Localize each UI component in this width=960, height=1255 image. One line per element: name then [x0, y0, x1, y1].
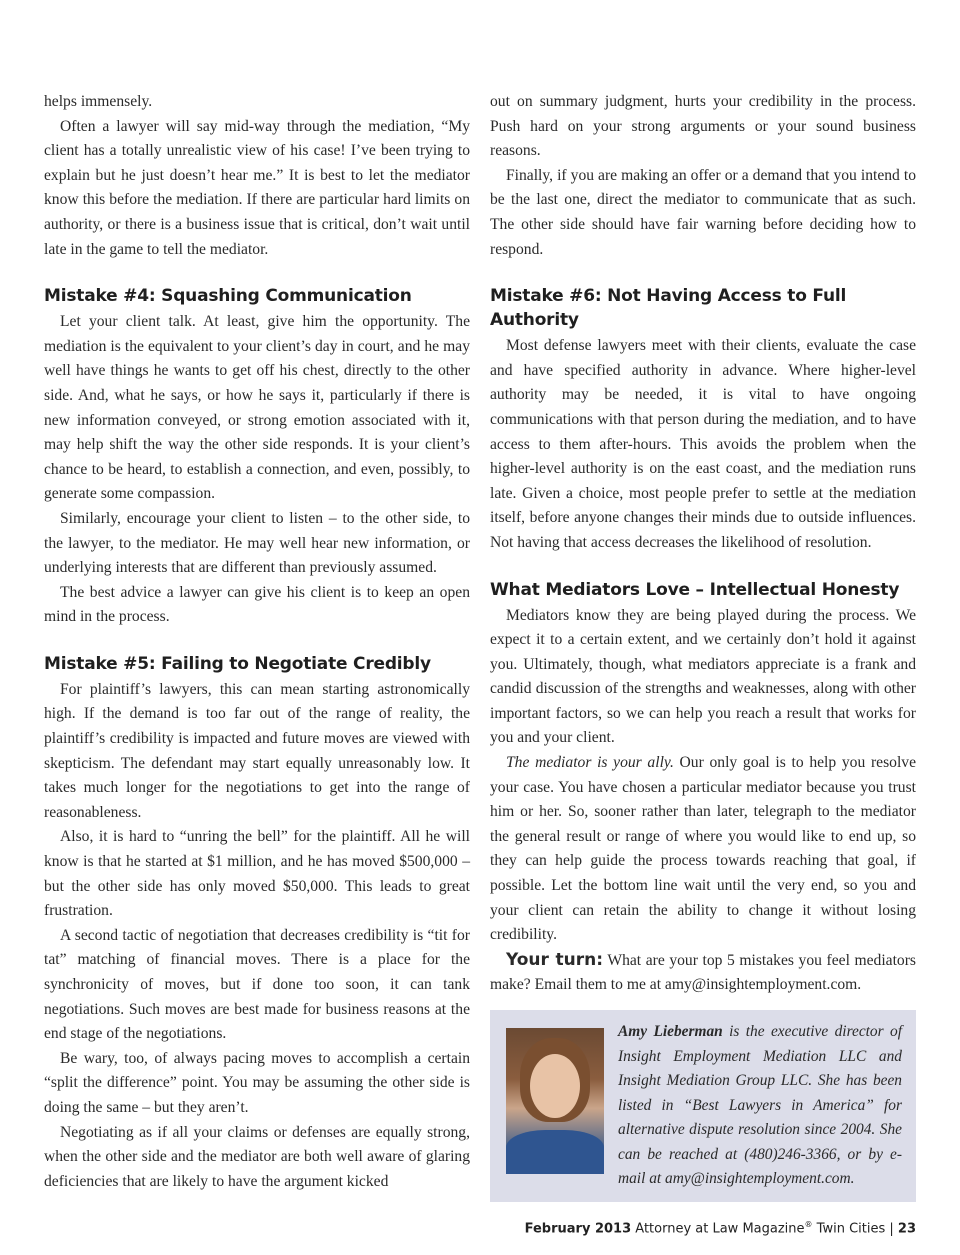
footer-separator: |	[885, 1221, 898, 1237]
page-footer	[525, 1220, 916, 1236]
paragraph: Similarly, encourage your client to listen – to the other side, to the lawyer, to the mediator. He may well hear new information, or underlying interests that are different than previously assumed.	[44, 509, 470, 577]
author-name: Amy Lieberman	[618, 1023, 723, 1040]
paragraph: helps immensely.	[44, 93, 153, 110]
section-heading-intellectual-honesty: What Mediators Love – Intellectual Honesty	[490, 579, 900, 600]
section-heading-mistake-4: Mistake #4: Squashing Communication	[44, 286, 412, 307]
footer-edition: Twin Cities	[812, 1221, 886, 1237]
section-heading-mistake-6: Mistake #6: Not Having Access to Full Authority	[490, 286, 847, 331]
page-number: 23	[897, 1221, 916, 1237]
paragraph: Finally, if you are making an offer or a demand that you intend to be the last one, direct the mediator to communicate that as such. The other side should have fair warning before deciding how to respond.	[490, 166, 916, 258]
paragraph	[490, 751, 916, 948]
paragraph-text: Our only goal is to help you resolve your case. You have chosen a particular mediator because you trust him or her. So, sooner rather than later, telegraph to the mediator the general result or range of where you would like to end up, so they can help guide the process towards reaching that goal, if possible. Let the bottom line wait until the very end, so you and your client can retain the ability to change it without losing credibility.	[490, 754, 916, 944]
your-turn-paragraph	[490, 948, 916, 998]
your-turn-label: Your turn:	[506, 949, 604, 970]
paragraph: A second tactic of negotiation that decreases credibility is “tit for tat” matching of financial moves. There is a place for the synchronicity of moves, but if done too soon, it can tank negotiations. Such moves are best made for business reasons at the end stage of the negotiations.	[44, 926, 470, 1043]
footer-registered-mark: ®	[804, 1220, 813, 1229]
author-photo	[506, 1028, 604, 1174]
left-column	[44, 90, 470, 1194]
photo-face-shape	[530, 1054, 580, 1118]
author-bio-body: is the executive director of Insight Employment Mediation LLC and Insight Mediation Group LLC. She has been listed in “Best Lawyers in America” for alternative dispute resolution since 2004. She can be reached at (480)246-3366, or by e-mail at amy@insightemployment.com.	[618, 1023, 902, 1187]
paragraph: Also, it is hard to “unring the bell” for the plaintiff. All he will know is that he started at $1 million, and he has moved $500,000 – but the other side has only moved $50,000. This leads to great frustration.	[44, 828, 470, 920]
paragraph: Be wary, too, of always pacing moves to accomplish a certain “split the difference” point. You may be assuming the other side is doing the same – but they aren’t.	[44, 1049, 470, 1116]
paragraph: The best advice a lawyer can give his client is to keep an open mind in the process.	[44, 583, 470, 626]
photo-shirt-shape	[506, 1130, 604, 1174]
section-heading-mistake-5: Mistake #5: Failing to Negotiate Credibly	[44, 653, 431, 674]
paragraph: For plaintiff’s lawyers, this can mean starting astronomically high. If the demand is too far out of the range of reality, the plaintiff’s credibility is impacted and future moves are viewed with skepticism. The defendant may start equally unreasonably low. It takes much longer for the negotiations to get into the range of reasonableness.	[44, 680, 470, 821]
paragraph: Let your client talk. At least, give him the opportunity. The mediation is the equivalent to your client’s day in court, and he may well have things he wants to get off his chest, directly to the other side. And, what he says, or how he says it, particularly if there is new information conveyed, or strong emotion associated with it, may help shift the way the other side responds. It is your client’s chance to be heard, to establish a connection, and even, possibly, to generate some compassion.	[44, 313, 470, 503]
right-column	[490, 90, 916, 1202]
paragraph: Most defense lawyers meet with their clients, evaluate the case and have specified authority in advance. Where higher-level authority may be needed, it is vital to have ongoing communications with that person during the mediation, and to have access to them after-hours. This avoids the problem when the higher-level authority is on the east coast, and the mediation runs late. Given a choice, most people prefer to settle at the mediation itself, before anyone changes their minds due to outside influences. Not having that access decreases the likelihood of resolution.	[490, 337, 916, 551]
paragraph: Negotiating as if all your claims or defenses are equally strong, when the other side and the mediator are both well aware of glaring deficiencies that are likely to have the argument kicked	[44, 1123, 470, 1190]
emphasis-text: The mediator is your ally.	[506, 754, 674, 772]
paragraph: Mediators know they are being played during the process. We expect it to a certain extent, and we certainly don’t hold it against you. Ultimately, though, what mediators appreciate is a frank and candid discussion of the strengths and weaknesses, along with other important factors, so we can help you reach a result that works for you and your client.	[490, 606, 916, 747]
author-bio-box	[490, 1010, 916, 1202]
footer-date: February 2013	[524, 1221, 632, 1237]
footer-magazine: Attorney at Law Magazine	[631, 1221, 805, 1237]
paragraph: out on summary judgment, hurts your credibility in the process. Push hard on your strong arguments or your sound business reasons.	[490, 93, 916, 160]
your-turn-text: What are your top 5 mistakes you feel mediators make? Email them to me at amy@insightemployment.com.	[490, 951, 916, 994]
paragraph: Often a lawyer will say mid-way through the mediation, “My client has a totally unrealistic view of his case! I’ve been trying to explain but he just doesn’t hear me.” It is best to let the mediator know this before the mediation. If there are particular hard limits on authority, or there is a business issue that is critical, don’t wait until late in the game to tell the mediator.	[44, 117, 470, 258]
author-bio-text	[618, 1020, 902, 1192]
